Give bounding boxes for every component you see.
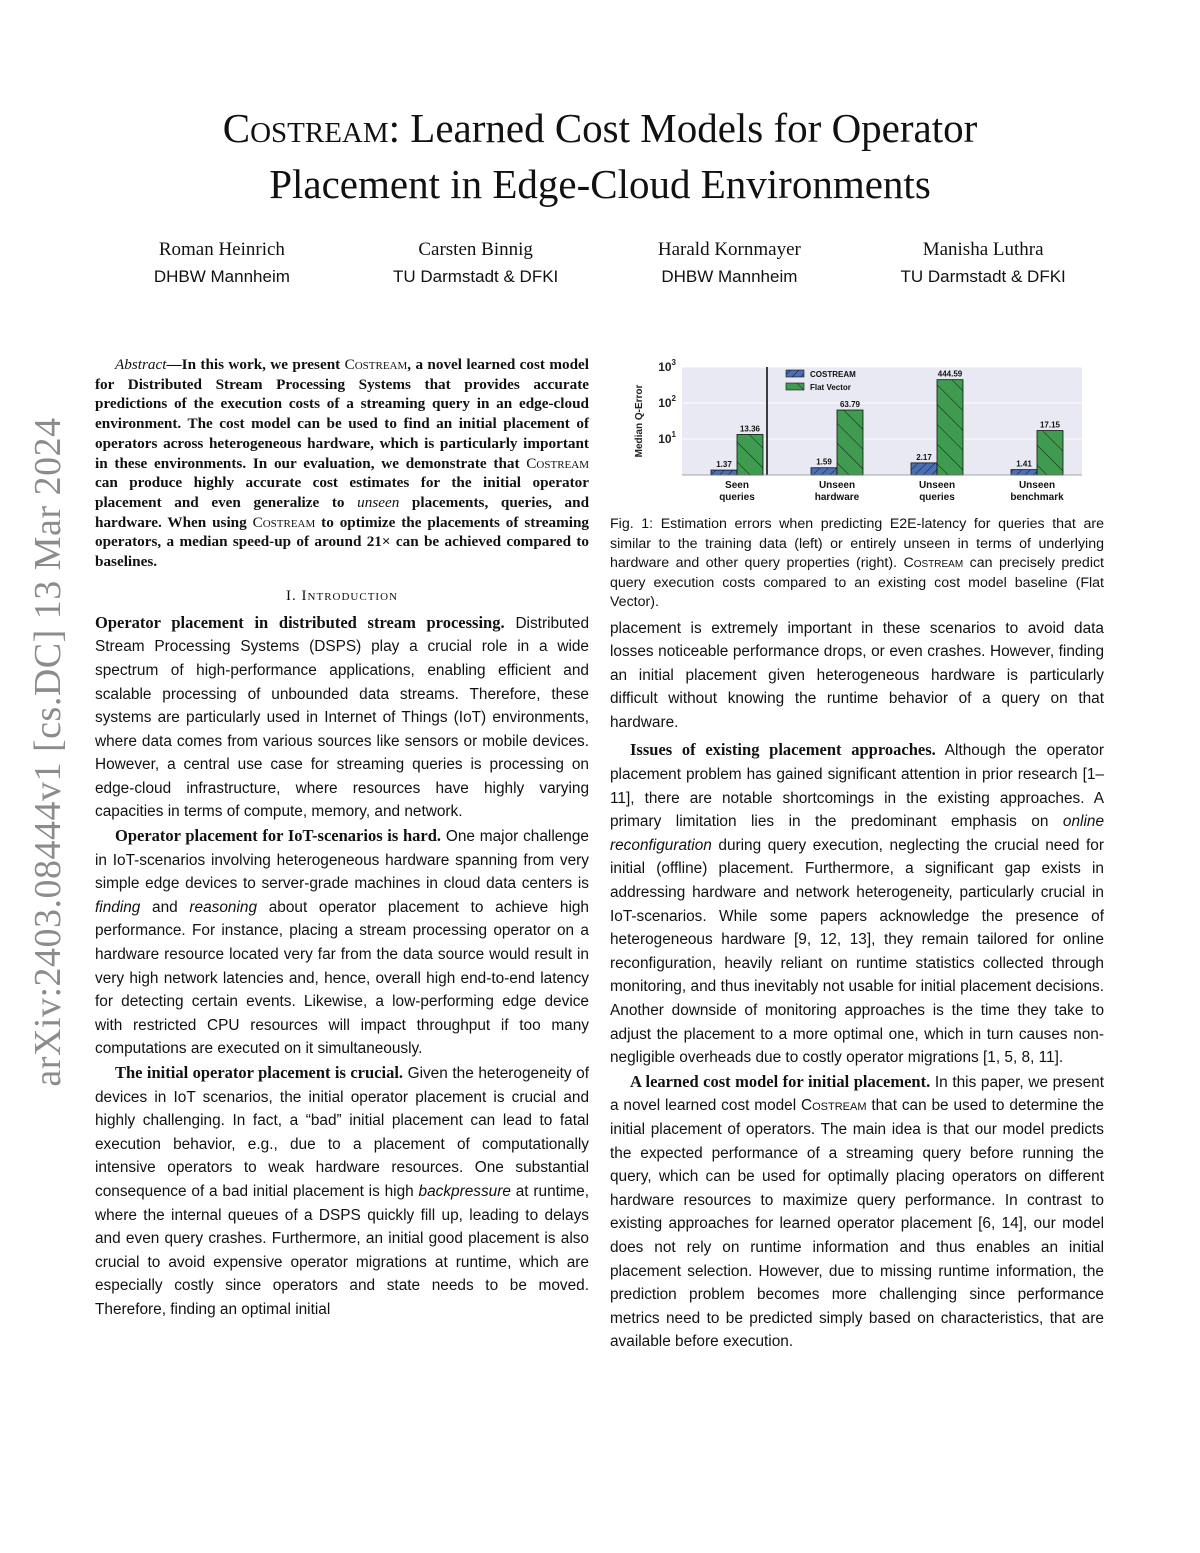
figure-1-bar-chart: [610, 355, 1104, 515]
bar-value-label: 13.36: [739, 424, 761, 434]
abstract-label: Abstract: [115, 356, 167, 373]
x-tick-label: Seen: [725, 480, 749, 491]
section-heading: [95, 588, 589, 605]
section-number: I.: [286, 587, 297, 604]
x-tick-label: benchmark: [1010, 492, 1064, 503]
abstract-text: , a novel learned cost model for Distributed Stream Processing Systems that provides accurate predictions of the execution costs of a streaming query in an edge-cloud environment. The cost model can be used to find an initial placement of operators across heterogeneous hardware, which is particularly important in these environments. In our evaluation, we demonstrate that: [95, 356, 590, 472]
author-name: Roman Heinrich: [158, 239, 285, 260]
paragraph-text: Given the heterogeneity of devices in IoT scenarios, the initial operator placement is crucial and highly challenging. In fact, a “bad” initial placement can lead to fatal execution behavior, e.g., due to a placement of computationally intensive operators to weak hardware resources. One substantial consequence of a bad initial placement is high: [95, 1065, 589, 1200]
bar-value-label: 1.37: [716, 460, 732, 470]
figure-1: [610, 355, 1104, 515]
paragraph-lead: Issues of existing placement approaches.: [630, 740, 936, 760]
paragraph: [95, 824, 589, 1061]
left-column: [95, 355, 589, 1322]
author-block: [856, 236, 1110, 289]
title-line-2: Placement in Edge-Cloud Environments: [269, 161, 931, 207]
legend-swatch: [786, 370, 804, 377]
y-tick-exponent: 1: [671, 430, 676, 439]
abstract: [95, 355, 589, 572]
bar-value-label: 2.17: [916, 452, 932, 462]
caption-label: Fig. 1:: [610, 516, 654, 532]
system-name: Costream: [344, 356, 408, 373]
y-tick-label: $10^2$: [658, 394, 676, 410]
bar-value-label: 63.79: [839, 400, 861, 410]
x-tick-label: queries: [719, 492, 755, 503]
y-tick-label: $10^3$: [658, 358, 676, 374]
author-list: [95, 236, 1110, 289]
author-name: Carsten Binnig: [418, 239, 533, 260]
bar-flat-vector: [837, 410, 863, 475]
abstract-text: In this work, we present: [181, 356, 345, 373]
caption-text: Estimation errors when predicting E2E-latency for queries that are similar to the training data (left) or entirely unseen in terms of underlying hardware and other query properties (right).: [610, 516, 1104, 571]
paragraph-text: In this paper, we present a novel learned cost model: [610, 1073, 1105, 1115]
title-line-1: [0, 100, 1200, 156]
author-block: [603, 236, 857, 289]
paragraph-emphasis: backpressure: [418, 1182, 511, 1200]
title-line-1-rest: : Learned Cost Models for Operator: [388, 105, 978, 151]
paragraph: [610, 738, 1104, 1069]
bar-value-label: 1.59: [816, 457, 832, 467]
x-tick-label: hardware: [814, 492, 860, 503]
abstract-emphasis: unseen: [357, 493, 400, 511]
paragraph-text: Distributed Stream Processing Systems (DSPS) play a crucial role in a wide spectrum of high-performance applications, enabling efficient and scalable processing of unbounded data streams. Therefore, these systems are particularly used in Internet of Things (IoT) environments, where data comes from various sources like sensors or mobile devices. However, a central use case for streaming queries is processing on edge-cloud infrastructure, where resources have highly varying capacities in terms of compute, memory, and network.: [95, 614, 590, 821]
paragraph-emphasis: reasoning: [189, 898, 258, 916]
y-tick-exponent: 3: [671, 358, 676, 367]
paragraph-lead: Operator placement for IoT-scenarios is hard.: [115, 826, 442, 846]
system-name: Costream: [252, 513, 316, 531]
author-affiliation: DHBW Mannheim: [661, 267, 798, 286]
legend-label: COSTREAM: [810, 370, 856, 379]
figure-caption: [610, 515, 1104, 613]
system-name: Costream: [526, 454, 589, 472]
legend-label: Flat Vector: [810, 383, 851, 392]
paragraph-lead: A learned cost model for initial placement.: [630, 1071, 931, 1091]
abstract-text: to optimize the placements of streaming operators, a median speed-up of around 21× can be achieved compared to baselines.: [95, 513, 589, 571]
bar-flat-vector: [737, 434, 763, 475]
bar-costream: [811, 468, 837, 475]
system-name: Costream: [801, 1097, 867, 1115]
paragraph-text: at runtime, where the internal queues of a DSPS quickly fill up, leading to delays and even query crashes. Furthermore, an initial good placement is also crucial to avoid expensive operator migrations at runtime, which are especially costly since operators and state needs to be moved. Therefore, finding an optimal initial: [95, 1182, 590, 1318]
section-title: Introduction: [301, 587, 398, 604]
x-tick-label: Unseen: [918, 480, 956, 491]
abstract-text: can produce highly accurate cost estimates for the initial operator placement and even generalize to: [95, 474, 589, 511]
bar-flat-vector: [937, 380, 963, 475]
arxiv-side-stamp: [8, 0, 88, 1553]
author-block: [349, 236, 603, 289]
paragraph-text: that can be used to determine the initial placement of operators. The main idea is that our model predicts the expected performance of a streaming query before running the query, which can be used for optimally placing operators on different hardware resources to maximize query performance. In contrast to existing approaches for learned operator placement [6, 14], our model does not rely on runtime information and thus enables an initial placement selection. However, due to missing runtime information, the prediction problem becomes more challenging since performance metrics need to be predicted simply based on characteristics, that are available before execution.: [610, 1097, 1104, 1351]
system-name: Costream: [903, 555, 964, 571]
legend-swatch: [786, 383, 804, 390]
paragraph-emphasis: online reconfiguration: [610, 813, 1104, 854]
author-name: Manisha Luthra: [922, 239, 1044, 260]
paragraph-text: about operator placement to achieve high performance. For instance, placing a stream processing operator on a hardware resource located very far from the data source would result in very high network latencies and, hence, overall high end-to-end latency for detecting certain events. Likewise, a low-performing edge device with restricted CPU resources will impact throughput if too many computations are executed on it simultaneously.: [95, 898, 589, 1058]
y-tick-label: $10^1$: [658, 430, 676, 446]
author-name: Harald Kornmayer: [657, 239, 801, 260]
bar-costream: [911, 463, 937, 475]
author-affiliation: TU Darmstadt & DFKI: [900, 267, 1066, 286]
author-affiliation: DHBW Mannheim: [153, 267, 290, 286]
arxiv-identifier: arXiv:2403.08444v1 [cs.DC] 13 Mar 2024: [27, 417, 69, 1087]
bar-flat-vector: [1037, 431, 1063, 475]
paragraph-text: during query execution, neglecting the crucial need for initial (offline) placement. Furthermore, a significant gap exists in addressing hardware and network heterogeneity, particularly crucial in IoT-scenarios. While some papers acknowledge the presence of heterogeneous hardware [9, 12, 13], they remain tailored for online reconfiguration, heavily reliant on runtime statistics collected through monitoring, and thus inevitably not usable for initial placement decisions. Another downside of monitoring approaches is the time they take to adjust the placement to a more optimal one, which in turn causes non-negligible overheads due to costly operator migrations [1, 5, 8, 11].: [610, 836, 1104, 1067]
paragraph: placement is extremely important in these scenarios to avoid data losses noticeable performance drops, or even crashes. However, finding an initial placement given heterogeneous hardware is particularly difficult without knowing the runtime behavior of a query on that hardware.: [610, 619, 1104, 731]
author-affiliation: TU Darmstadt & DFKI: [392, 267, 559, 286]
paragraph: [95, 1061, 589, 1322]
paragraph-text: Although the operator placement problem has gained significant attention in prior research [1–11], there are notable shortcomings in the existing approaches. A primary limitation lies in the predominant emphasis on: [610, 742, 1104, 831]
y-axis-label: Median Q-Error: [634, 384, 645, 458]
bar-value-label: 17.15: [1039, 420, 1061, 430]
abstract-text: placements, queries, and hardware. When using: [95, 493, 590, 531]
paragraph-lead: The initial operator placement is crucial.: [115, 1063, 404, 1083]
title-system-name: Costream: [222, 105, 389, 151]
author-block: [95, 236, 349, 289]
caption-text: can precisely predict query execution costs compared to an existing cost model baseline (Flat Vector).: [610, 555, 1105, 610]
x-tick-label: Unseen: [818, 480, 856, 491]
bar-costream: [711, 470, 737, 475]
bar-value-label: 444.59: [937, 369, 963, 379]
bar-value-label: 1.41: [1016, 459, 1032, 469]
paragraph-text: One major challenge in IoT-scenarios involving heterogeneous hardware spanning from very simple edge devices to server-grade machines in cloud data centers is: [95, 828, 589, 893]
paragraph: [610, 1070, 1104, 1354]
paper-title: [0, 100, 1200, 212]
right-column: [610, 355, 1104, 1354]
x-tick-label: queries: [919, 492, 955, 503]
y-tick-exponent: 2: [671, 394, 676, 403]
x-tick-label: Unseen: [1018, 480, 1056, 491]
abstract-dash: —: [166, 356, 182, 373]
paragraph-text: and: [140, 898, 190, 916]
paragraph-emphasis: finding: [95, 898, 141, 916]
bar-costream: [1011, 470, 1037, 475]
paragraph: [95, 611, 589, 824]
paragraph-lead: Operator placement in distributed stream processing.: [95, 612, 505, 632]
